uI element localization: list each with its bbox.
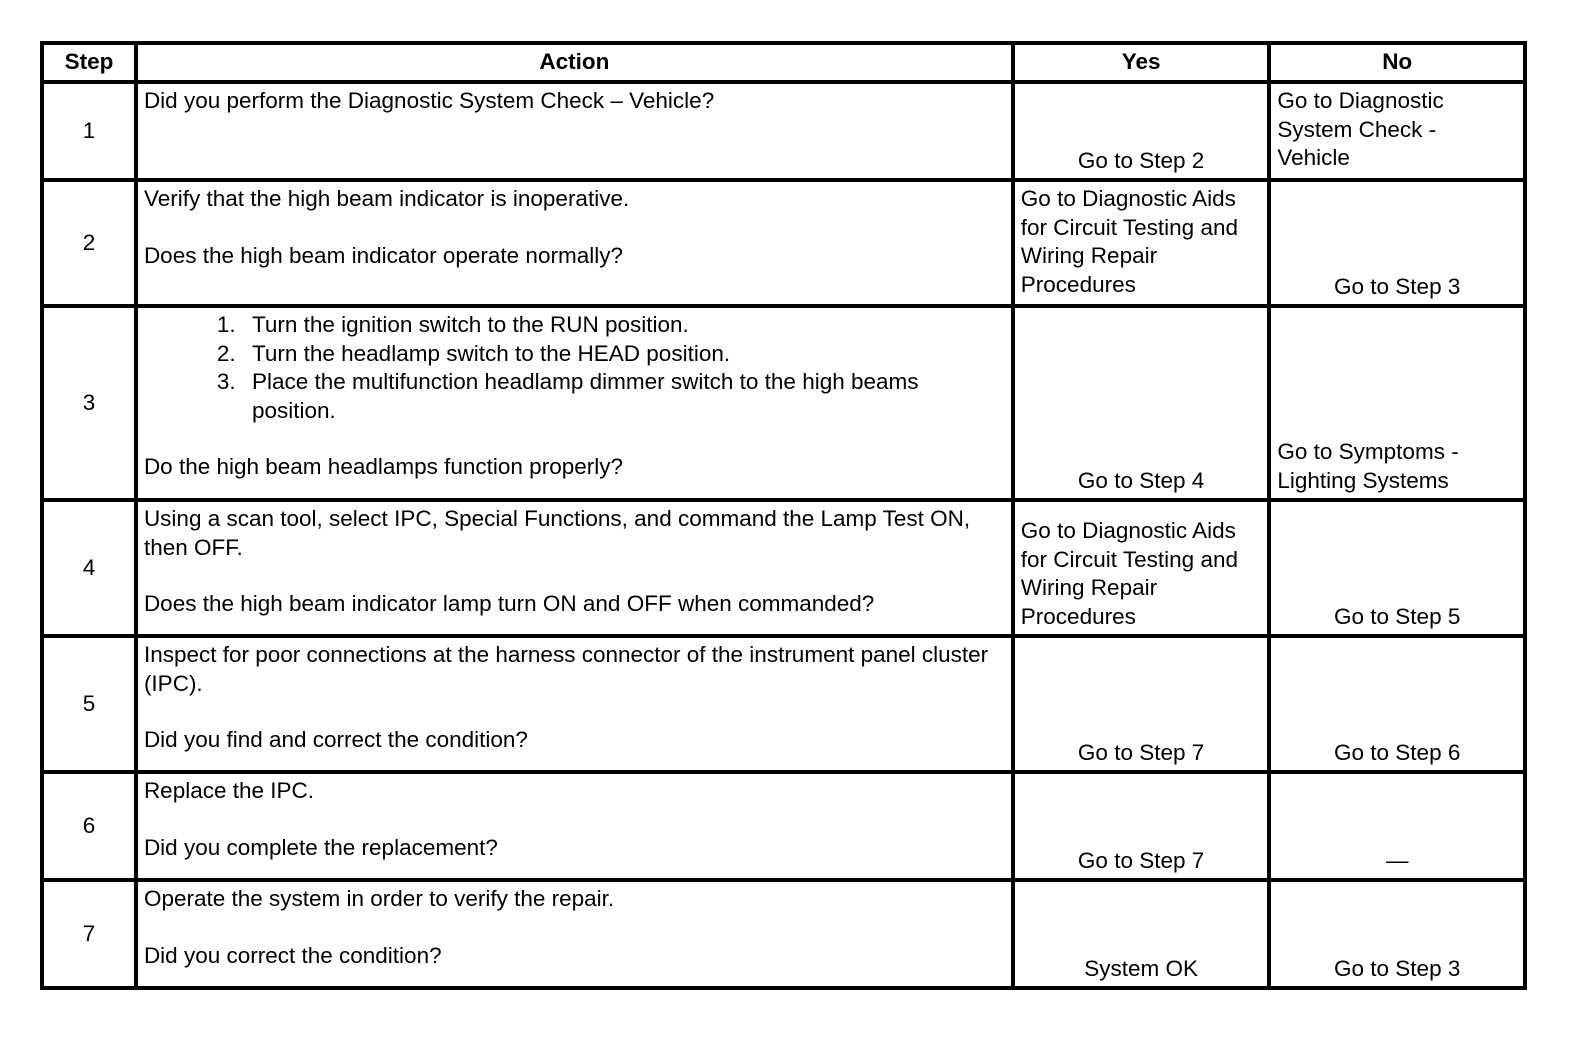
yes-line: Procedures: [1020, 271, 1136, 297]
action-question: Does the high beam indicator lamp turn ON and OFF when commanded?: [143, 591, 875, 616]
procedure-item: 2. Turn the headlamp switch to the HEAD position.: [242, 340, 1005, 369]
step-number: 4: [42, 500, 136, 636]
action-question: Did you complete the replacement?: [143, 834, 498, 860]
yes-cell: System OK: [1013, 880, 1270, 988]
step-number: 7: [42, 880, 136, 988]
yes-line: Wiring Repair: [1020, 243, 1158, 268]
table-row: [42, 636, 1525, 772]
action-cell: [136, 306, 1013, 500]
action-question: Does the high beam indicator operate normally?: [143, 242, 623, 268]
action-text: Replace the IPC.: [143, 778, 315, 803]
action-cell: [136, 180, 1013, 306]
yes-cell: Go to Step 4: [1013, 306, 1270, 500]
step-number: 5: [42, 636, 136, 772]
yes-cell: Go to Step 7: [1013, 772, 1270, 880]
no-line: Go to Symptoms -: [1277, 439, 1459, 464]
action-text: Did you perform the Diagnostic System Check – Vehicle?: [143, 88, 715, 113]
table-row: [42, 82, 1525, 180]
procedure-list: [144, 311, 1005, 425]
no-line: Vehicle: [1277, 145, 1350, 170]
no-cell: Go to Step 3: [1269, 880, 1525, 988]
no-cell: Go to Step 3: [1269, 180, 1525, 306]
action-cell: [136, 500, 1013, 636]
yes-cell: Go to Step 2: [1013, 82, 1270, 180]
no-cell: [1269, 82, 1525, 180]
header-step: Step: [42, 43, 136, 82]
step-number: 6: [42, 772, 136, 880]
action-cell: [136, 880, 1013, 988]
table-row: [42, 306, 1525, 500]
action-question: Do the high beam headlamps function properly?: [143, 454, 623, 479]
yes-cell: [1013, 180, 1270, 306]
table-row: [42, 500, 1525, 636]
action-text: Verify that the high beam indicator is inoperative.: [143, 186, 630, 211]
action-question: Did you find and correct the condition?: [143, 727, 528, 752]
diagnostic-table: [40, 41, 1527, 990]
no-line: Lighting Systems: [1277, 467, 1449, 493]
yes-line: for Circuit Testing and: [1020, 546, 1238, 572]
yes-cell: Go to Step 7: [1013, 636, 1270, 772]
table-row: [42, 772, 1525, 880]
procedure-item: 1. Turn the ignition switch to the RUN position.: [242, 311, 1005, 340]
yes-line: Go to Diagnostic Aids: [1020, 518, 1236, 543]
header-row: [42, 43, 1525, 82]
action-cell: [136, 82, 1013, 180]
header-no: No: [1269, 43, 1525, 82]
header-action: Action: [136, 43, 1013, 82]
action-cell: [136, 772, 1013, 880]
step-number: 2: [42, 180, 136, 306]
yes-line: Go to Diagnostic Aids: [1020, 186, 1236, 211]
step-number: 3: [42, 306, 136, 500]
no-cell: Go to Step 5: [1269, 500, 1525, 636]
table-row: [42, 880, 1525, 988]
yes-line: Wiring Repair: [1020, 575, 1158, 600]
no-cell: [1269, 306, 1525, 500]
action-text: Using a scan tool, select IPC, Special Functions, and command the Lamp Test ON, then OFF.: [143, 506, 971, 560]
no-cell: Go to Step 6: [1269, 636, 1525, 772]
yes-line: for Circuit Testing and: [1020, 214, 1238, 240]
no-line: System Check -: [1277, 116, 1437, 142]
action-cell: [136, 636, 1013, 772]
yes-cell: [1013, 500, 1270, 636]
procedure-item: 3. Place the multifunction headlamp dimmer switch to the high beams position.: [242, 368, 1005, 425]
header-yes: Yes: [1013, 43, 1270, 82]
action-question: Did you correct the condition?: [143, 942, 442, 968]
no-line: Go to Diagnostic: [1277, 88, 1444, 113]
step-number: 1: [42, 82, 136, 180]
action-text: Inspect for poor connections at the harness connector of the instrument panel cluster (IPC).: [143, 642, 989, 696]
table-row: [42, 180, 1525, 306]
action-text: Operate the system in order to verify the repair.: [143, 886, 615, 911]
yes-line: Procedures: [1020, 603, 1136, 629]
no-cell: —: [1269, 772, 1525, 880]
